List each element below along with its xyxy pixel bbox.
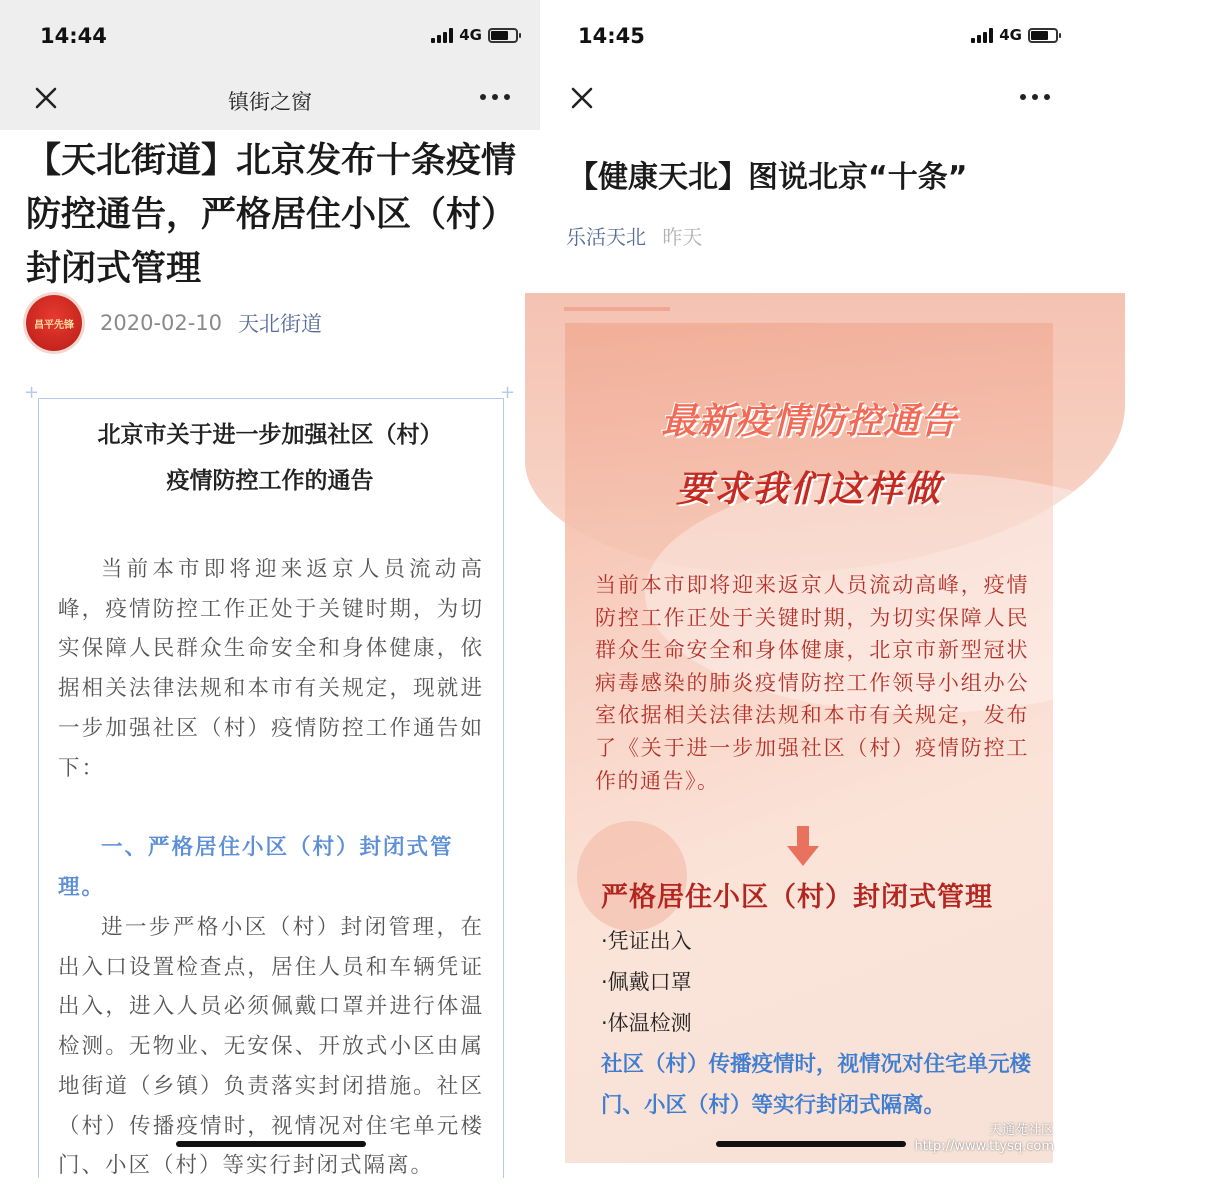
- section-heading: 一、严格居住小区（村）封闭式管理。: [58, 835, 454, 900]
- poster-section-title: 严格居住小区（村）封闭式管理: [601, 882, 993, 913]
- home-indicator[interactable]: [716, 1141, 906, 1147]
- article-meta: [566, 221, 702, 250]
- signal-icon: [431, 27, 453, 43]
- status-time: 14:45: [578, 24, 645, 48]
- article-title: 【天北街道】北京发布十条疫情防控通告，严格居住小区（村）封闭式管理: [26, 141, 517, 289]
- avatar-text: 昌平先锋: [34, 319, 74, 331]
- watermark-line2: http://www.ttysq.com: [914, 1139, 1054, 1154]
- close-icon[interactable]: [570, 86, 594, 110]
- status-icons: [431, 26, 518, 44]
- article-meta: [26, 295, 322, 351]
- watermark: [915, 1123, 1054, 1155]
- poster-bullet-list: [601, 921, 692, 1044]
- infographic-poster: [565, 323, 1053, 1163]
- poster-paragraph: 当前本市即将迎来返京人员流动高峰，疫情防控工作正处于关键时期，为切实保障人民群众生命安全和身体健康，北京市新型冠状病毒感染的肺炎疫情防控工作领导小组办公室依据相关法律法规和本市有关规定，发布了《关于进一步加强社区（村）疫情防控工作的通告》。: [595, 573, 1029, 793]
- battery-icon: [488, 28, 518, 43]
- status-bar: [540, 0, 1080, 72]
- status-bar: [0, 0, 540, 72]
- list-item: ·体温检测: [601, 1011, 692, 1035]
- poster-note: 社区（村）传播疫情时，视情况对住宅单元楼门、小区（村）等实行封闭式隔离。: [601, 1052, 1032, 1118]
- arrow-down-icon: [787, 826, 819, 868]
- poster-headline: 最新疫情防控通告: [660, 401, 957, 442]
- status-time: 14:44: [40, 24, 107, 48]
- document-intro: 当前本市即将迎来返京人员流动高峰，疫情防控工作正处于关键时期，为切实保障人民群众生命安全和身体健康，依据相关法律法规和本市有关规定，现就进一步加强社区（村）疫情防控工作通告如下：: [58, 557, 484, 781]
- corner-mark-icon: +: [500, 382, 516, 403]
- status-icons: [971, 26, 1058, 44]
- nav-bar: [540, 72, 1080, 130]
- network-label: 4G: [999, 26, 1022, 44]
- nav-bar: [0, 72, 540, 130]
- document-title-line2: 疫情防控工作的通告: [166, 468, 374, 494]
- poster-subheadline: 要求我们这样做: [675, 469, 942, 510]
- article-title: 【健康天北】图说北京“十条”: [568, 160, 968, 195]
- account-link[interactable]: 天北街道: [238, 312, 323, 336]
- more-options-icon[interactable]: [1020, 94, 1050, 100]
- document-title-line1: 北京市关于进一步加强社区（村）: [97, 422, 443, 448]
- section-body: 进一步严格小区（村）封闭管理，在出入口设置检查点，居住人员和车辆凭证出入，进入人员必须佩戴口罩并进行体温检测。无物业、无安保、开放式小区由属地街道（乡镇）负责落实封闭措施。社区（村）传播疫情时，视情况对住宅单元楼门、小区（村）等实行封闭式隔离。: [58, 915, 484, 1179]
- more-options-icon[interactable]: [480, 94, 510, 100]
- home-indicator[interactable]: [176, 1141, 366, 1147]
- right-screen: [540, 0, 1080, 1163]
- publish-time: 昨天: [662, 225, 703, 249]
- list-item: ·佩戴口罩: [601, 970, 692, 994]
- battery-icon: [1028, 28, 1058, 43]
- watermark-line1: 天通苑社区: [988, 1123, 1054, 1138]
- account-link[interactable]: 乐活天北: [566, 225, 646, 249]
- list-item: ·凭证出入: [601, 929, 692, 953]
- network-label: 4G: [459, 26, 482, 44]
- left-screen: [0, 0, 540, 1179]
- signal-icon: [971, 27, 993, 43]
- document-title: [30, 412, 510, 504]
- corner-mark-icon: +: [24, 382, 40, 403]
- publish-date: 2020-02-10: [100, 311, 223, 335]
- account-avatar[interactable]: [26, 295, 82, 351]
- nav-title: 镇街之窗: [228, 90, 312, 114]
